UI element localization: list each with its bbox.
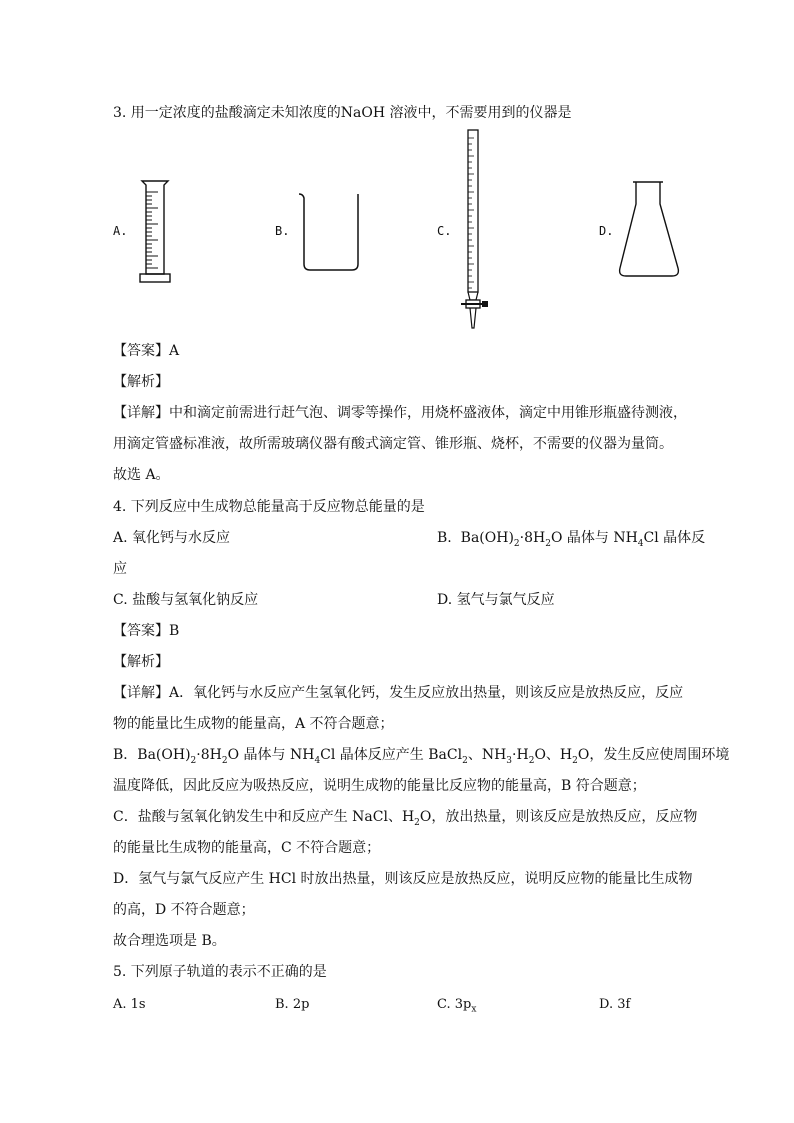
q3-analysis-label: 【解析】 bbox=[113, 374, 169, 390]
formula-part: Cl 晶体反 bbox=[643, 530, 706, 546]
q4-analysis-label: 【解析】 bbox=[113, 654, 169, 670]
q4-option-b-wrap: 应 bbox=[113, 561, 127, 577]
q4-detail-d-line-2: 的高，D 不符合题意； bbox=[113, 902, 255, 918]
q4-title: 4. 下列反应中生成物总能量高于反应物总能量的是 bbox=[113, 499, 425, 515]
detail-text: 中和滴定前需进行赶气泡、调零等操作，用烧杯盛液体，滴定中用锥形瓶盛待测液， bbox=[169, 405, 687, 421]
text-part: ·H bbox=[512, 747, 529, 763]
subscript: x bbox=[471, 1004, 477, 1015]
q4-detail-c-line-1 bbox=[113, 807, 697, 827]
answer-label: 【答案】 bbox=[113, 623, 169, 639]
q3-option-c-label: C. bbox=[437, 224, 452, 238]
text-part: O、H bbox=[534, 747, 573, 763]
subscript: 2 bbox=[414, 817, 420, 828]
q4-option-b bbox=[437, 528, 705, 548]
q5-title: 5. 下列原子轨道的表示不正确的是 bbox=[113, 964, 327, 980]
text-part: O 晶体与 NH bbox=[227, 747, 315, 763]
q3-detail-line-2: 用滴定管盛标准液，故所需玻璃仪器有酸式滴定管、锥形瓶、烧杯，不需要的仪器为量筒。 bbox=[113, 436, 673, 452]
subscript: 2 bbox=[528, 755, 535, 766]
detail-label: 【详解】 bbox=[113, 405, 169, 421]
subscript: 2 bbox=[221, 755, 228, 766]
q4-detail-b-line-2: 温度降低，因此反应为吸热反应，说明生成物的能量比反应物的能量高，B 符合题意； bbox=[113, 778, 646, 794]
beaker-image bbox=[297, 192, 361, 276]
q5-option-b: B. 2p bbox=[275, 997, 310, 1012]
q4-detail-a-line-2: 物的能量比生成物的能量高，A 不符合题意； bbox=[113, 716, 394, 732]
text-part: C．盐酸与氢氧化钠发生中和反应产生 NaCl、H bbox=[113, 809, 415, 825]
subscript: 2 bbox=[545, 538, 551, 549]
option-label: B. bbox=[437, 530, 452, 546]
q5-option-a: A. 1s bbox=[113, 997, 146, 1012]
q3-answer bbox=[113, 341, 179, 361]
q4-answer bbox=[113, 621, 179, 641]
q4-option-d: D. 氢气与氯气反应 bbox=[437, 592, 555, 608]
formula-part: ·8H bbox=[519, 530, 546, 546]
subscript: 2 bbox=[572, 755, 578, 766]
answer-value: A bbox=[169, 343, 180, 359]
q4-detail-a-line-1 bbox=[113, 683, 683, 703]
q3-conclusion: 故选 A。 bbox=[113, 467, 170, 483]
q3-detail-line-1 bbox=[113, 403, 687, 423]
subscript: 4 bbox=[637, 538, 644, 549]
q4-detail-c-line-2: 的能量比生成物的能量高，C 不符合题意； bbox=[113, 840, 381, 856]
q3-title: 3. 用一定浓度的盐酸滴定未知浓度的NaOH 溶液中，不需要用到的仪器是 bbox=[113, 105, 572, 121]
conical-flask-image bbox=[617, 180, 681, 284]
q3-option-b-label: B. bbox=[275, 224, 290, 238]
formula-part: Ba(OH) bbox=[460, 530, 514, 546]
q4-detail-b-line-1 bbox=[113, 745, 729, 765]
answer-value: B bbox=[169, 623, 180, 639]
text-part: B．Ba(OH) bbox=[113, 747, 191, 763]
q5-option-d: D. 3f bbox=[599, 997, 631, 1012]
text-part: O，发生反应使周围环境 bbox=[577, 747, 730, 763]
q4-detail-d-line-1: D．氢气与氯气反应产生 HCl 时放出热量，则该反应是放热反应，说明反应物的能量比生成物 bbox=[113, 871, 693, 887]
q5-option-c bbox=[437, 995, 476, 1015]
subscript: 2 bbox=[190, 755, 197, 766]
graduated-cylinder-image bbox=[138, 180, 174, 288]
q4-option-c: C. 盐酸与氢氧化钠反应 bbox=[113, 592, 259, 608]
q3-option-d-label: D. bbox=[599, 224, 614, 238]
text-part: Cl 晶体反应产生 BaCl bbox=[320, 747, 463, 763]
option-text: C. 3p bbox=[437, 997, 472, 1012]
formula-part: O 晶体与 NH bbox=[550, 530, 638, 546]
q3-option-a-label: A. bbox=[113, 224, 128, 238]
text-part: 、NH bbox=[467, 747, 507, 763]
q4-conclusion: 故合理选项是 B。 bbox=[113, 933, 226, 949]
text-part: ·8H bbox=[196, 747, 222, 763]
text-part: O，放出热量，则该反应是放热反应，反应物 bbox=[419, 809, 698, 825]
detail-text: A．氧化钙与水反应产生氢氧化钙，发生反应放出热量，则该反应是放热反应，反应 bbox=[169, 685, 684, 701]
subscript: 2 bbox=[513, 538, 520, 549]
subscript: 2 bbox=[462, 755, 468, 766]
subscript: 4 bbox=[314, 755, 321, 766]
q4-option-a: A. 氧化钙与水反应 bbox=[113, 530, 231, 546]
answer-label: 【答案】 bbox=[113, 343, 169, 359]
detail-label: 【详解】 bbox=[113, 685, 169, 701]
subscript: 3 bbox=[506, 755, 513, 766]
burette-image bbox=[458, 128, 492, 340]
